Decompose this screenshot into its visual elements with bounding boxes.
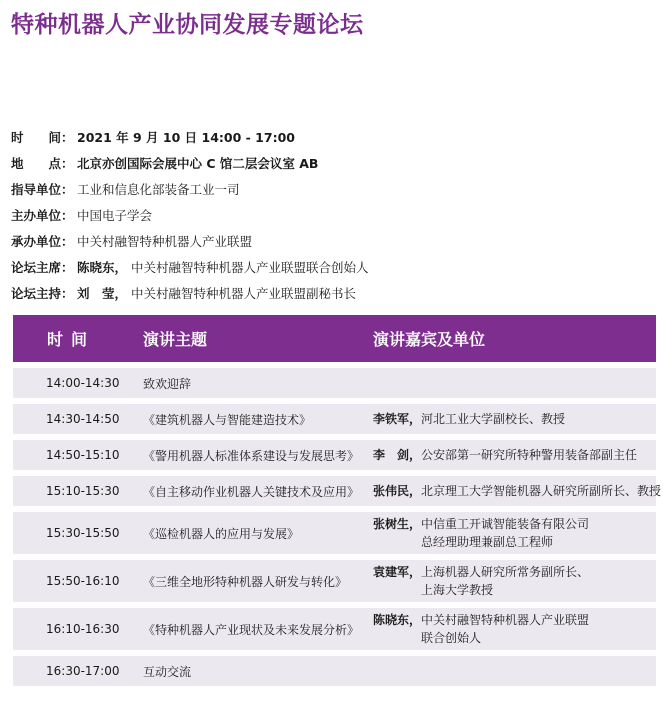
row-topic: 《三维全地形特种机器人研发与转化》 bbox=[143, 574, 348, 589]
event-info bbox=[11, 128, 661, 310]
row-time: 15:30-15:50 bbox=[46, 526, 120, 540]
speaker-affiliation bbox=[421, 446, 637, 464]
speaker-name: 陈晓东， bbox=[373, 613, 422, 627]
schedule-header bbox=[13, 315, 656, 362]
info-value: 北京亦创国际会展中心 C 馆二层会议室 AB bbox=[77, 156, 319, 171]
row-time: 14:00-14:30 bbox=[46, 376, 120, 390]
affiliation-line: 上海机器人研究所常务副所长、 bbox=[421, 565, 590, 579]
info-value: 中国电子学会 bbox=[77, 208, 153, 223]
speaker-affiliation bbox=[421, 563, 589, 599]
row-topic: 《特种机器人产业现状及未来发展分析》 bbox=[143, 622, 360, 637]
table-row bbox=[13, 607, 656, 650]
header-speaker: 演讲嘉宾及单位 bbox=[373, 330, 486, 349]
info-host-unit bbox=[11, 206, 661, 232]
table-row bbox=[13, 511, 656, 554]
row-speaker bbox=[361, 611, 656, 647]
table-row bbox=[13, 559, 656, 602]
info-value: 2021 年 9 月 10 日 14:00 - 17:00 bbox=[77, 130, 295, 145]
row-topic: 《自主移动作业机器人关键技术及应用》 bbox=[143, 484, 360, 499]
info-label: 主办单位： bbox=[11, 208, 74, 223]
row-time: 14:50-15:10 bbox=[46, 448, 120, 462]
page-title: 特种机器人产业协同发展专题论坛 bbox=[11, 12, 364, 38]
header-topic: 演讲主题 bbox=[143, 330, 208, 349]
affiliation-line: 北京理工大学智能机器人研究所副所长、教授 bbox=[421, 484, 662, 498]
info-person-name: 陈晓东， bbox=[77, 260, 128, 275]
speaker-affiliation bbox=[421, 515, 589, 551]
affiliation-line: 上海大学教授 bbox=[421, 583, 494, 597]
row-time: 15:10-15:30 bbox=[46, 484, 120, 498]
row-speaker bbox=[361, 515, 656, 551]
row-time: 15:50-16:10 bbox=[46, 574, 120, 588]
speaker-name: 李 剑， bbox=[373, 448, 422, 462]
speaker-affiliation bbox=[421, 410, 565, 428]
speaker-name: 张树生， bbox=[373, 517, 422, 531]
table-row bbox=[13, 367, 656, 398]
info-value: 工业和信息化部装备工业一司 bbox=[77, 182, 240, 197]
row-topic: 《建筑机器人与智能建造技术》 bbox=[143, 412, 312, 427]
speaker-name: 袁建军， bbox=[373, 565, 422, 579]
info-label: 指导单位： bbox=[11, 182, 74, 197]
row-time: 14:30-14:50 bbox=[46, 412, 120, 426]
row-time: 16:10-16:30 bbox=[46, 622, 120, 636]
speaker-affiliation bbox=[421, 611, 589, 647]
info-label: 时 间： bbox=[11, 130, 74, 145]
info-host bbox=[11, 284, 661, 310]
table-row bbox=[13, 475, 662, 506]
speaker-name: 张伟民， bbox=[373, 484, 422, 498]
header-time: 时间 bbox=[47, 330, 96, 349]
info-label: 论坛主席： bbox=[11, 260, 74, 275]
info-venue bbox=[11, 154, 661, 180]
speaker-name: 李铁军， bbox=[373, 412, 422, 426]
row-speaker bbox=[361, 410, 656, 428]
row-topic: 《巡检机器人的应用与发展》 bbox=[143, 526, 300, 541]
row-speaker bbox=[361, 446, 656, 464]
info-time bbox=[11, 128, 661, 154]
affiliation-line: 中信重工开诚智能装备有限公司 bbox=[421, 517, 590, 531]
info-guide-unit bbox=[11, 180, 661, 206]
affiliation-line: 公安部第一研究所特种警用装备部副主任 bbox=[421, 448, 638, 462]
row-topic: 互动交流 bbox=[143, 664, 192, 679]
affiliation-line: 联合创始人 bbox=[421, 631, 482, 645]
info-value: 中关村融智特种机器人产业联盟 bbox=[77, 234, 253, 249]
row-speaker bbox=[361, 482, 661, 500]
table-row bbox=[13, 655, 656, 686]
row-topic: 《警用机器人标准体系建设与发展思考》 bbox=[143, 448, 360, 463]
info-organizer bbox=[11, 232, 661, 258]
affiliation-line: 河北工业大学副校长、教授 bbox=[421, 412, 566, 426]
info-person-name: 刘 莹， bbox=[77, 286, 128, 301]
row-topic: 致欢迎辞 bbox=[143, 376, 192, 391]
info-chair bbox=[11, 258, 661, 284]
table-row bbox=[13, 439, 656, 470]
info-label: 承办单位： bbox=[11, 234, 74, 249]
table-row bbox=[13, 403, 656, 434]
row-time: 16:30-17:00 bbox=[46, 664, 120, 678]
schedule-table bbox=[13, 315, 662, 686]
info-value: 中关村融智特种机器人产业联盟副秘书长 bbox=[131, 286, 357, 301]
info-label: 论坛主持： bbox=[11, 286, 74, 301]
info-value: 中关村融智特种机器人产业联盟联合创始人 bbox=[131, 260, 369, 275]
row-speaker bbox=[361, 563, 656, 599]
info-label: 地 点： bbox=[11, 156, 74, 171]
affiliation-line: 中关村融智特种机器人产业联盟 bbox=[421, 613, 590, 627]
affiliation-line: 总经理助理兼副总工程师 bbox=[421, 535, 554, 549]
speaker-affiliation bbox=[421, 482, 661, 500]
